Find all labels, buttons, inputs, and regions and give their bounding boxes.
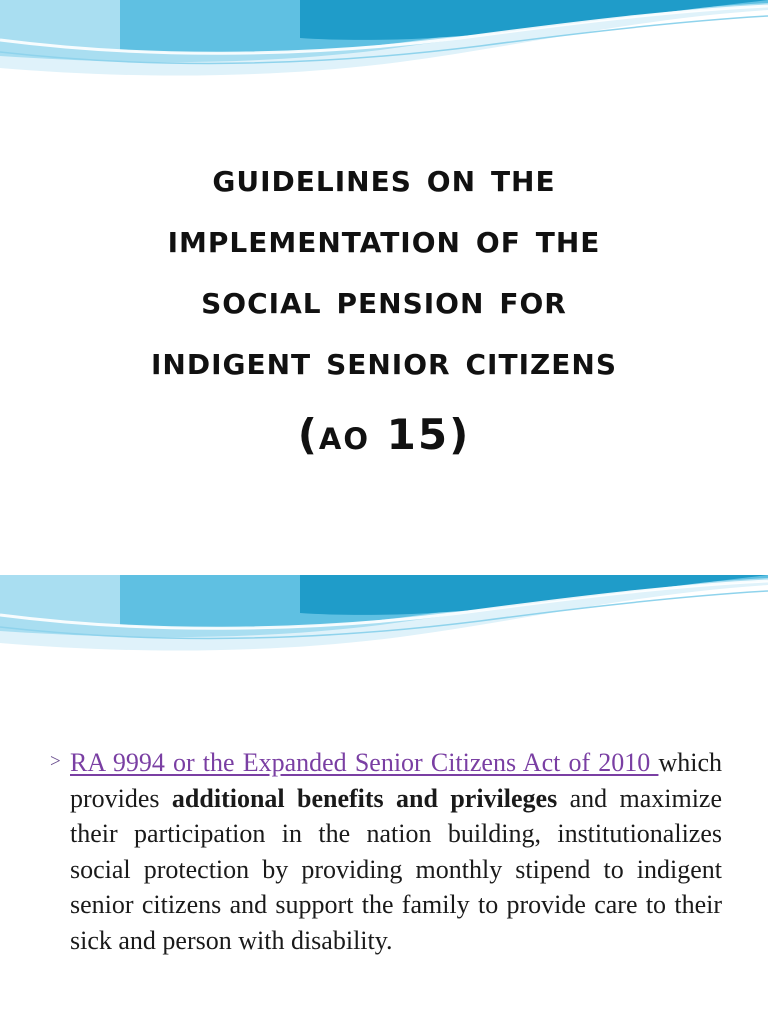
title-line-2: implementation of the (167, 216, 601, 262)
bullet-bold-text: additional benefits and privileges (171, 783, 558, 813)
bullet-text-part-2: and maximize their participation in the nation building, institutionalizes social protection by providing monthly stipend to indigent senior citizens and support the family to provide care to their sick and person with disability. (70, 783, 723, 955)
bullet-item (50, 745, 722, 958)
wave-decoration (0, 0, 768, 90)
wave-decoration-2 (0, 575, 768, 665)
content-slide (0, 575, 768, 1024)
bullet-text-part-1: which provides (70, 748, 722, 813)
slide-title (30, 148, 738, 392)
title-line-1: guidelines on the (212, 155, 556, 201)
act-link[interactable]: RA 9994 or the Expanded Senior Citizens Act of 2010 (70, 748, 659, 777)
slide-subtitle: (ao 15) (297, 410, 471, 459)
title-line-4: indigent senior citizens (150, 338, 618, 384)
title-line-3: social pension for (201, 277, 567, 323)
bullet-text (70, 745, 722, 958)
bullet-marker: > (50, 751, 61, 772)
